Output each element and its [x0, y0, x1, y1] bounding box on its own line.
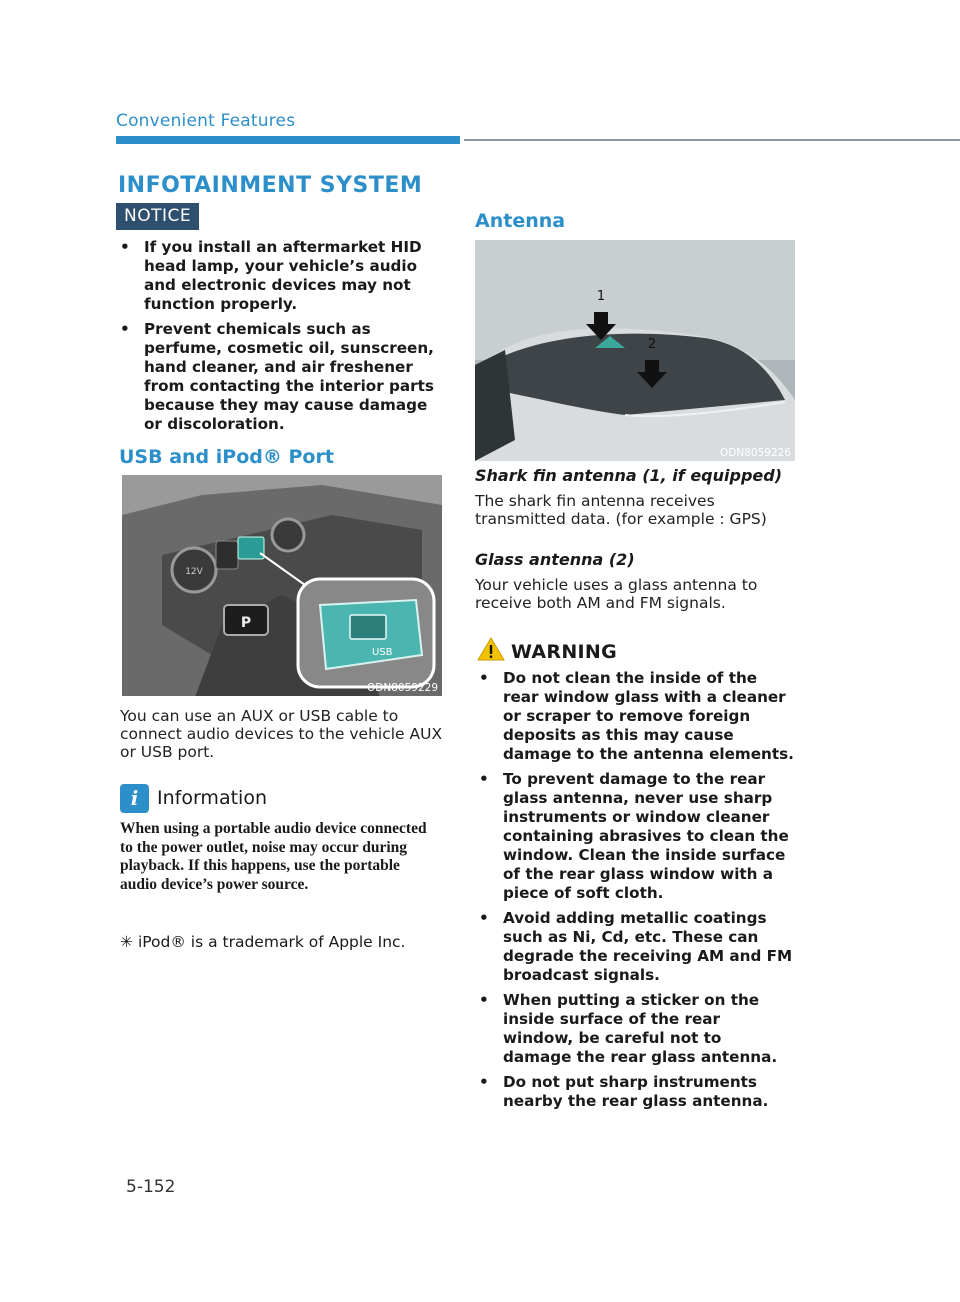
image-code: ODN8059229	[367, 682, 438, 694]
usb-label: USB	[372, 647, 393, 658]
shark-fin-text: The shark fin antenna receives transmitted data. (for example : GPS)	[475, 492, 767, 528]
antenna-photo	[475, 240, 795, 461]
warning-heading	[477, 637, 617, 663]
antenna-illustration	[475, 240, 795, 461]
header-rule-grey	[464, 139, 960, 141]
header-rule-accent	[116, 136, 460, 144]
usb-section-title: USB and iPod® Port	[119, 446, 334, 468]
information-text: When using a portable audio device connected to the power outlet, noise may occur during playback. If this happens, use the portable audio device’s power source.	[120, 820, 427, 893]
information-icon: i	[120, 784, 149, 813]
section-header: Convenient Features	[116, 111, 296, 131]
notice-list	[116, 238, 446, 440]
antenna-section-title: Antenna	[475, 210, 566, 232]
usb-port-illustration	[122, 475, 442, 696]
callout-1: 1	[596, 289, 606, 304]
shark-fin-heading: Shark fin antenna (1, if equipped)	[475, 466, 783, 485]
warning-icon	[477, 637, 505, 661]
warning-item: • Do not put sharp instruments nearby the rear glass antenna.	[479, 1073, 769, 1110]
notice-badge: NOTICE	[116, 203, 199, 230]
usb-port-photo	[122, 475, 442, 696]
image-code: ODN8059226	[720, 447, 791, 459]
information-heading	[120, 784, 267, 813]
callout-2: 2	[647, 337, 657, 352]
park-button-label: P	[240, 615, 252, 631]
notice-item: • If you install an aftermarket HID head lamp, your vehicle’s audio and electronic devices may not function properly.	[120, 238, 422, 313]
warning-list	[475, 669, 795, 1117]
warning-item: • Avoid adding metallic coatings such as Ni, Cd, etc. These can degrade the receiving AM and FM broadcast signals.	[479, 909, 793, 984]
warning-label: WARNING	[511, 641, 618, 663]
footnote-text: iPod® is a trademark of Apple Inc.	[137, 933, 406, 951]
trademark-footnote	[120, 933, 405, 951]
warning-item: • Do not clean the inside of the rear window glass with a cleaner or scraper to remove foreign deposits as this may cause damage to the antenna elements.	[479, 669, 794, 763]
glass-antenna-heading: Glass antenna (2)	[475, 550, 635, 569]
warning-item: • To prevent damage to the rear glass antenna, never use sharp instruments or window cleaner containing abrasives to clean the window. Clean the inside surface of the rear glass window with a piece of soft cloth.	[479, 770, 789, 902]
usb-description: You can use an AUX or USB cable to connect audio devices to the vehicle AUX or USB port.	[120, 707, 443, 761]
notice-item: • Prevent chemicals such as perfume, cosmetic oil, sunscreen, hand cleaner, and air freshener from contacting the interior parts because they may cause damage or discoloration.	[120, 320, 434, 433]
power-outlet-label: 12V	[185, 567, 203, 577]
glass-antenna-text: Your vehicle uses a glass antenna to receive both AM and FM signals.	[475, 576, 758, 612]
page-number: 5-152	[126, 1177, 176, 1197]
information-label: Information	[157, 787, 267, 809]
asterisk-icon: ✳	[120, 933, 133, 951]
warning-item: • When putting a sticker on the inside surface of the rear window, be careful not to damage the rear glass antenna.	[479, 991, 778, 1066]
page-title: INFOTAINMENT SYSTEM	[118, 173, 423, 198]
